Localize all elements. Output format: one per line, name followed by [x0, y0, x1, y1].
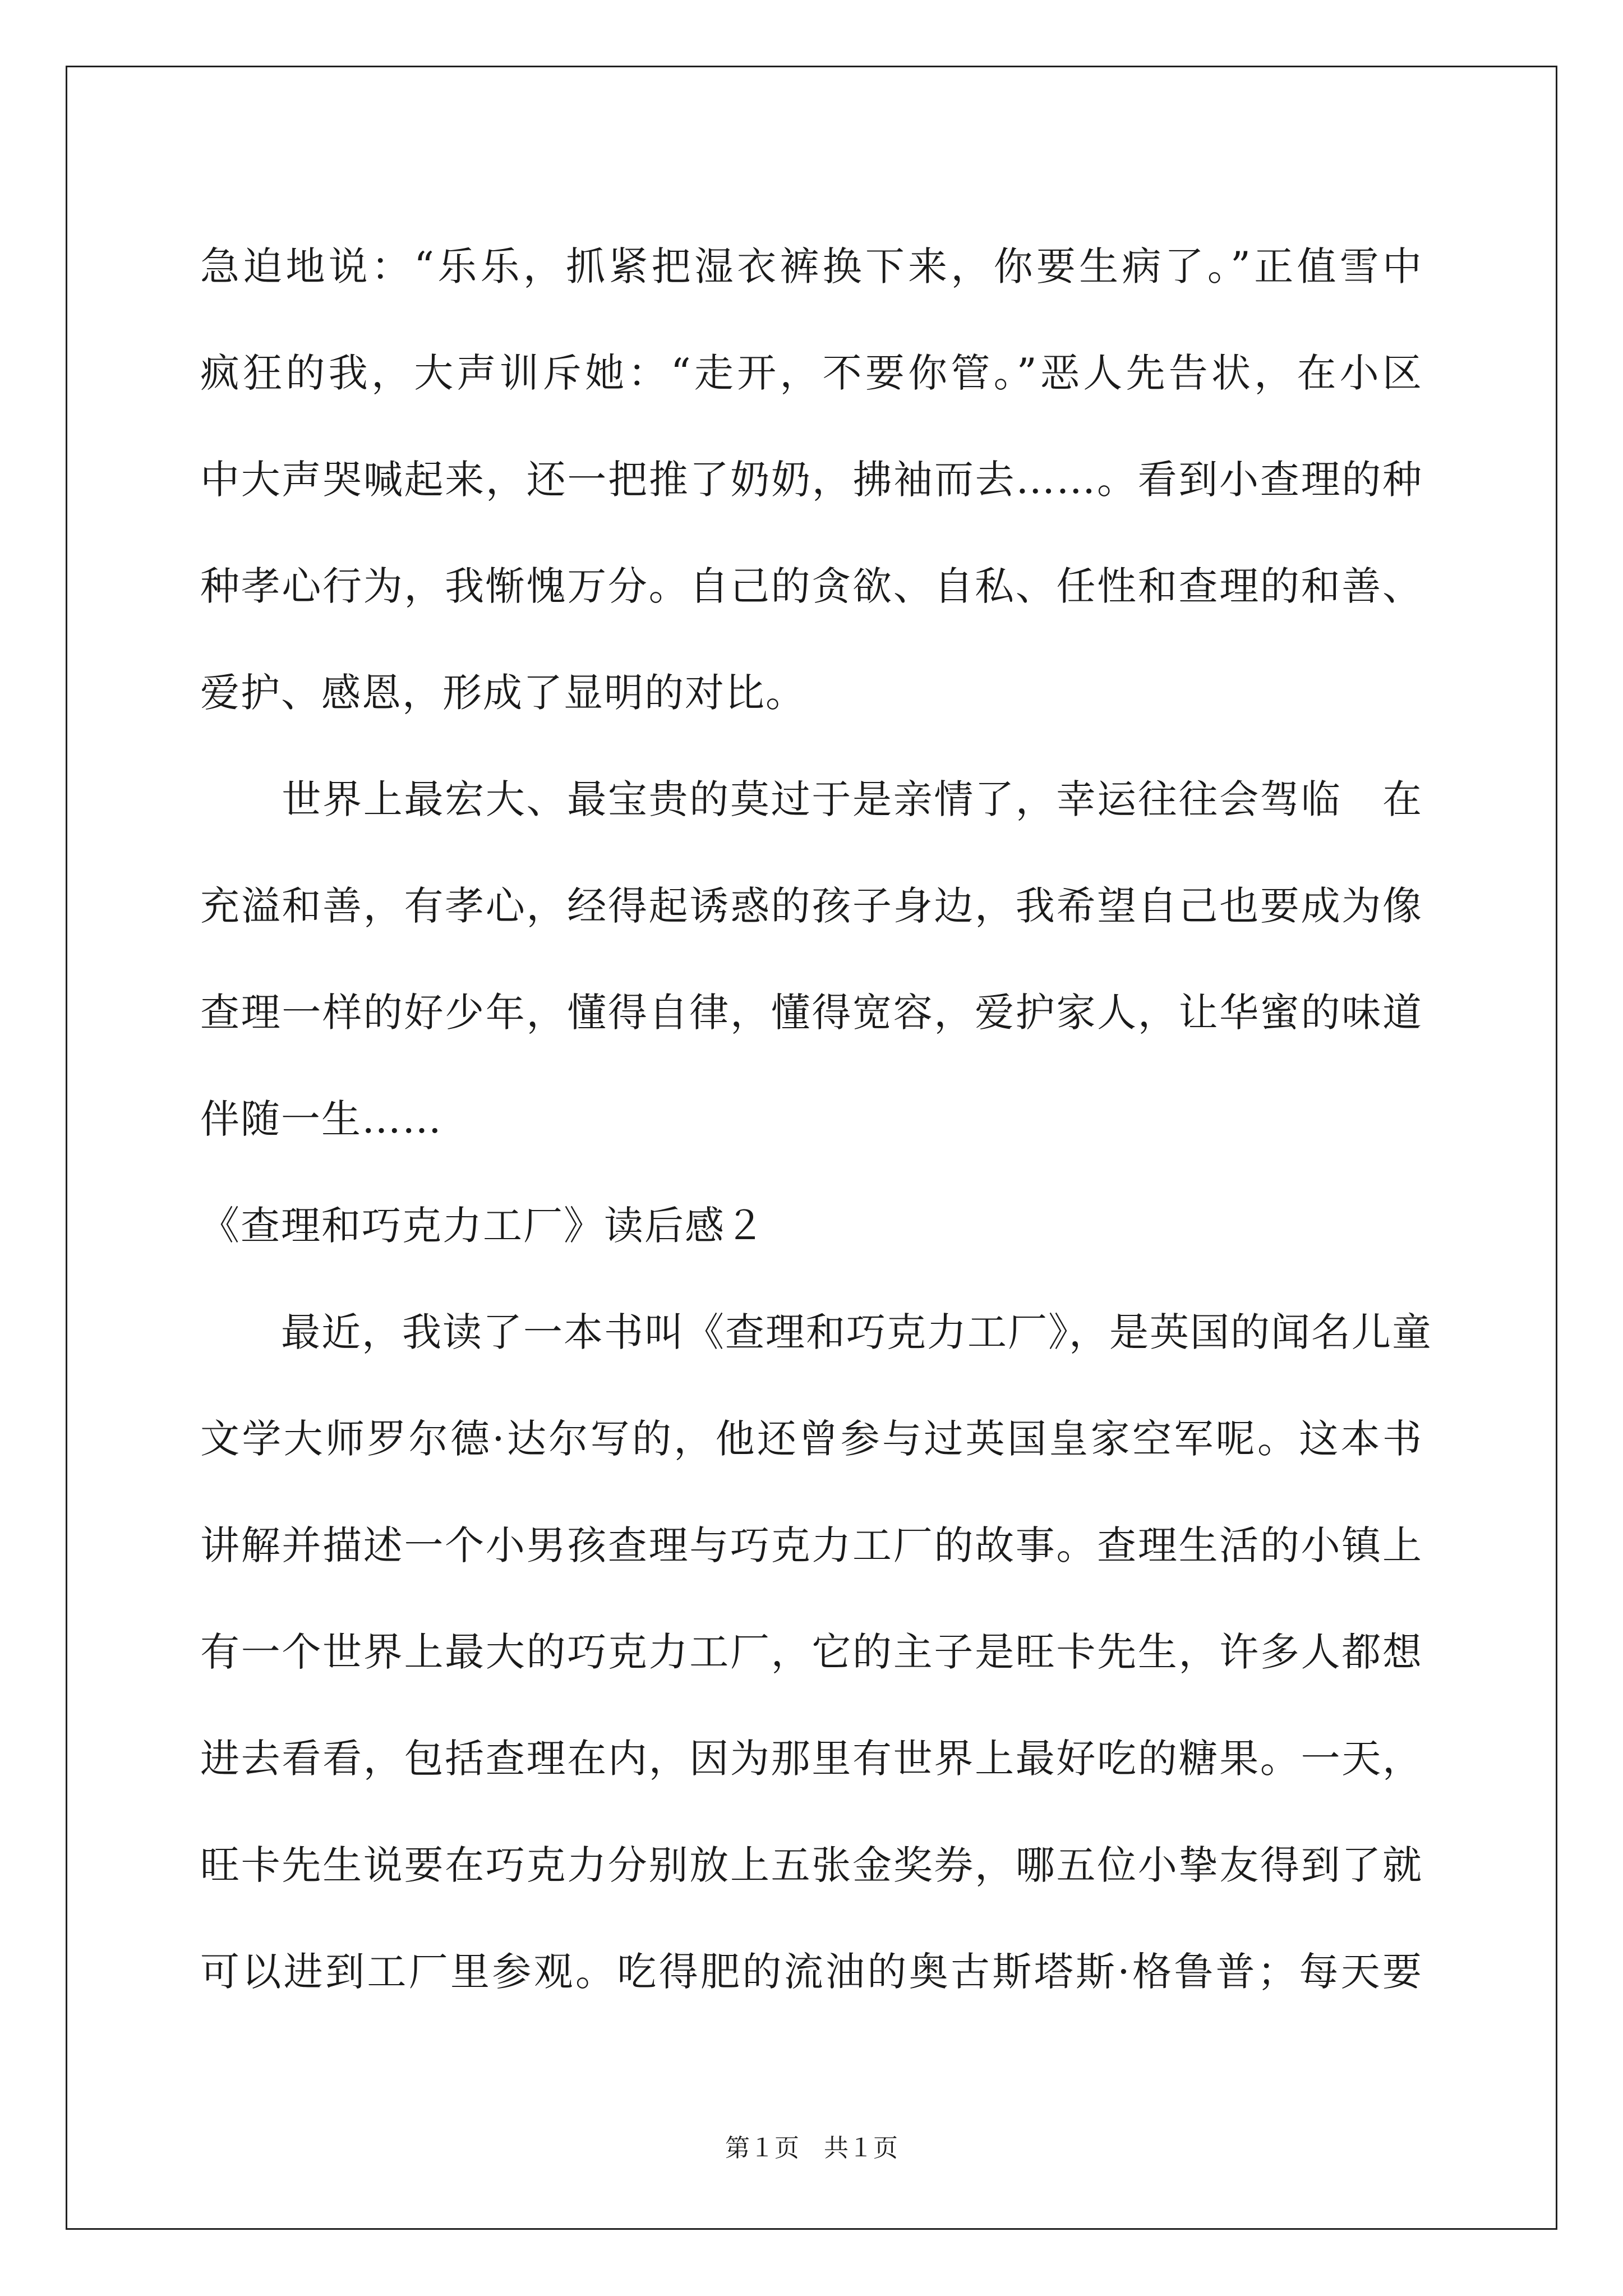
paragraph-1: [200, 213, 1423, 746]
text-line: 最近，我读了一本书叫《查理和巧克力工厂》，是英国的闻名儿童: [200, 1309, 1432, 1355]
text-line: 可以进到工厂里参观。吃得肥的流油的奥古斯塔斯·格鲁普；每天要: [200, 1949, 1423, 1995]
text-line: 世界上最宏大、最宝贵的莫过于是亲情了，幸运往往会驾临 在: [200, 776, 1423, 822]
text-line: 旺卡先生说要在巧克力分别放上五张金奖券，哪五位小挚友得到了就: [200, 1842, 1423, 1888]
paragraph-2: [200, 746, 1423, 1172]
text-line: 急迫地说：“乐乐，抓紧把湿衣裤换下来，你要生病了。”正值雪中: [200, 243, 1423, 289]
text-line: 中大声哭喊起来，还一把推了奶奶，拂袖而去……。看到小查理的种: [200, 457, 1423, 503]
paragraph-3: [200, 1279, 1432, 2025]
document-body: [200, 213, 1432, 2025]
text-line: 疯狂的我，大声训斥她：“走开，不要你管。”恶人先告状，在小区: [200, 350, 1423, 396]
text-line: 有一个世界上最大的巧克力工厂，它的主子是旺卡先生，许多人都想: [200, 1629, 1423, 1675]
text-line: 进去看看，包括查理在内，因为那里有世界上最好吃的糖果。一天，: [200, 1736, 1423, 1782]
page-footer: 第１页 共１页: [725, 2134, 898, 2162]
text-line: 爱护、感恩，形成了显明的对比。: [200, 670, 806, 716]
text-line: 充溢和善，有孝心，经得起诱惑的孩子身边，我希望自己也要成为像: [200, 883, 1423, 929]
text-line: 伴随一生……: [200, 1096, 442, 1142]
text-line: 文学大师罗尔德·达尔写的，他还曾参与过英国皇家空军呢。这本书: [200, 1416, 1423, 1462]
text-line: 种孝心行为，我惭愧万分。自己的贪欲、自私、任性和查理的和善、: [200, 563, 1423, 609]
text-line: 查理一样的好少年，懂得自律，懂得宽容，爱护家人，让华蜜的味道: [200, 990, 1423, 1036]
section-heading: 《查理和巧克力工厂》读后感２: [200, 1203, 766, 1249]
text-line: 讲解并描述一个小男孩查理与巧克力工厂的故事。查理生活的小镇上: [200, 1522, 1423, 1568]
